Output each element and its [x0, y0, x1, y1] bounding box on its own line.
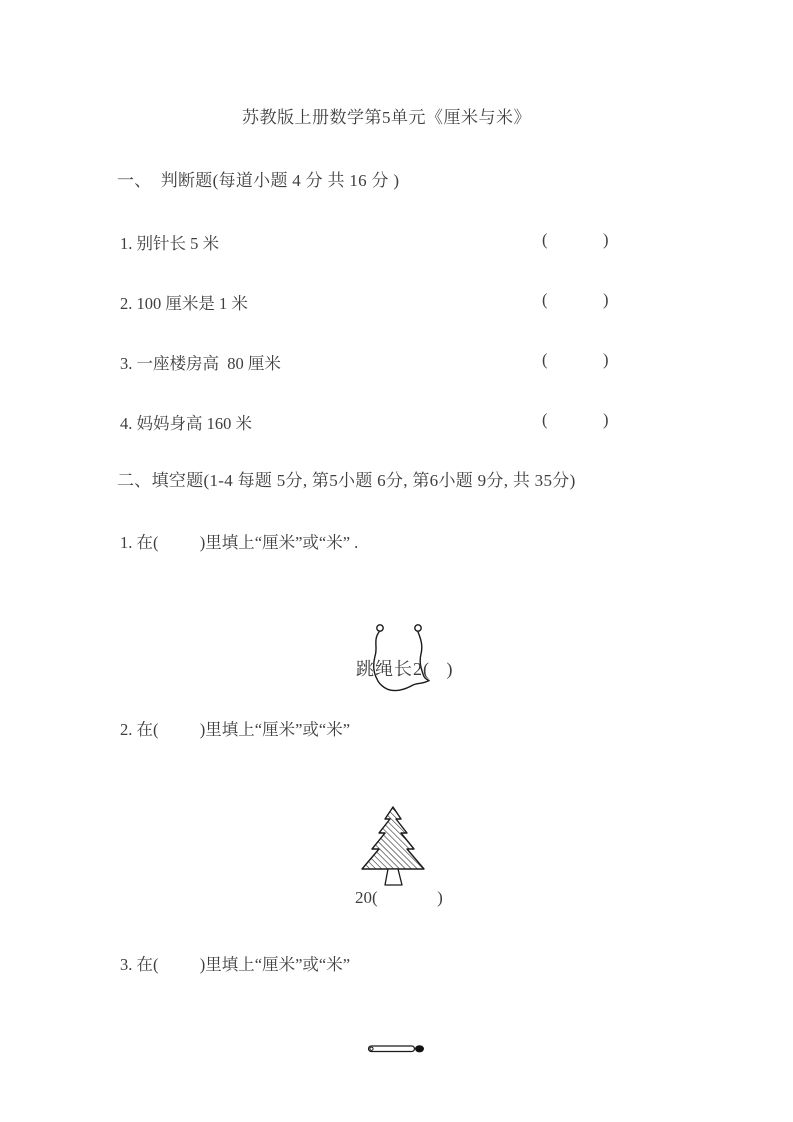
fill-item-1: 1. 在( )里填上“厘米”或“米” . — [120, 533, 359, 552]
rope-caption: 跳绳长2( ) — [356, 659, 454, 679]
judgment-item-4-text: 4. 妈妈身高 160 米 — [120, 414, 252, 433]
tree-caption: 20( ) — [355, 888, 443, 907]
matchstick-icon — [367, 1043, 427, 1055]
judgment-item-2-text: 2. 100 厘米是 1 米 — [120, 294, 248, 313]
judgment-item-2 — [0, 290, 793, 314]
answer-blank-close: ) — [603, 410, 609, 429]
answer-blank-close: ) — [603, 230, 609, 249]
answer-blank-close: ) — [603, 350, 609, 369]
matchstick-figure — [367, 1007, 427, 1091]
answer-blank-open: ( — [542, 290, 548, 309]
judgment-item-3-text: 3. 一座楼房高 80 厘米 — [120, 354, 281, 373]
answer-blank-open: ( — [542, 410, 548, 429]
judgment-item-4 — [0, 410, 793, 434]
answer-blank-close: ) — [603, 290, 609, 309]
section1-heading: 一、 判断题(每道小题 4 分 共 16 分 ) — [117, 171, 400, 190]
judgment-item-1 — [0, 230, 793, 254]
pine-tree-icon — [353, 799, 443, 889]
fill-item-2: 2. 在( )里填上“厘米”或“米” — [120, 720, 351, 739]
answer-blank-open: ( — [542, 350, 548, 369]
section2-heading: 二、填空题(1-4 每题 5分, 第5小题 6分, 第6小题 9分, 共 35分) — [117, 471, 576, 490]
fill-item-3: 3. 在( )里填上“厘米”或“米” — [120, 955, 351, 974]
answer-blank-open: ( — [542, 230, 548, 249]
page-title: 苏教版上册数学第5单元《厘米与米》 — [242, 108, 531, 127]
judgment-item-1-text: 1. 别针长 5 米 — [120, 234, 219, 253]
judgment-item-3 — [0, 350, 793, 374]
